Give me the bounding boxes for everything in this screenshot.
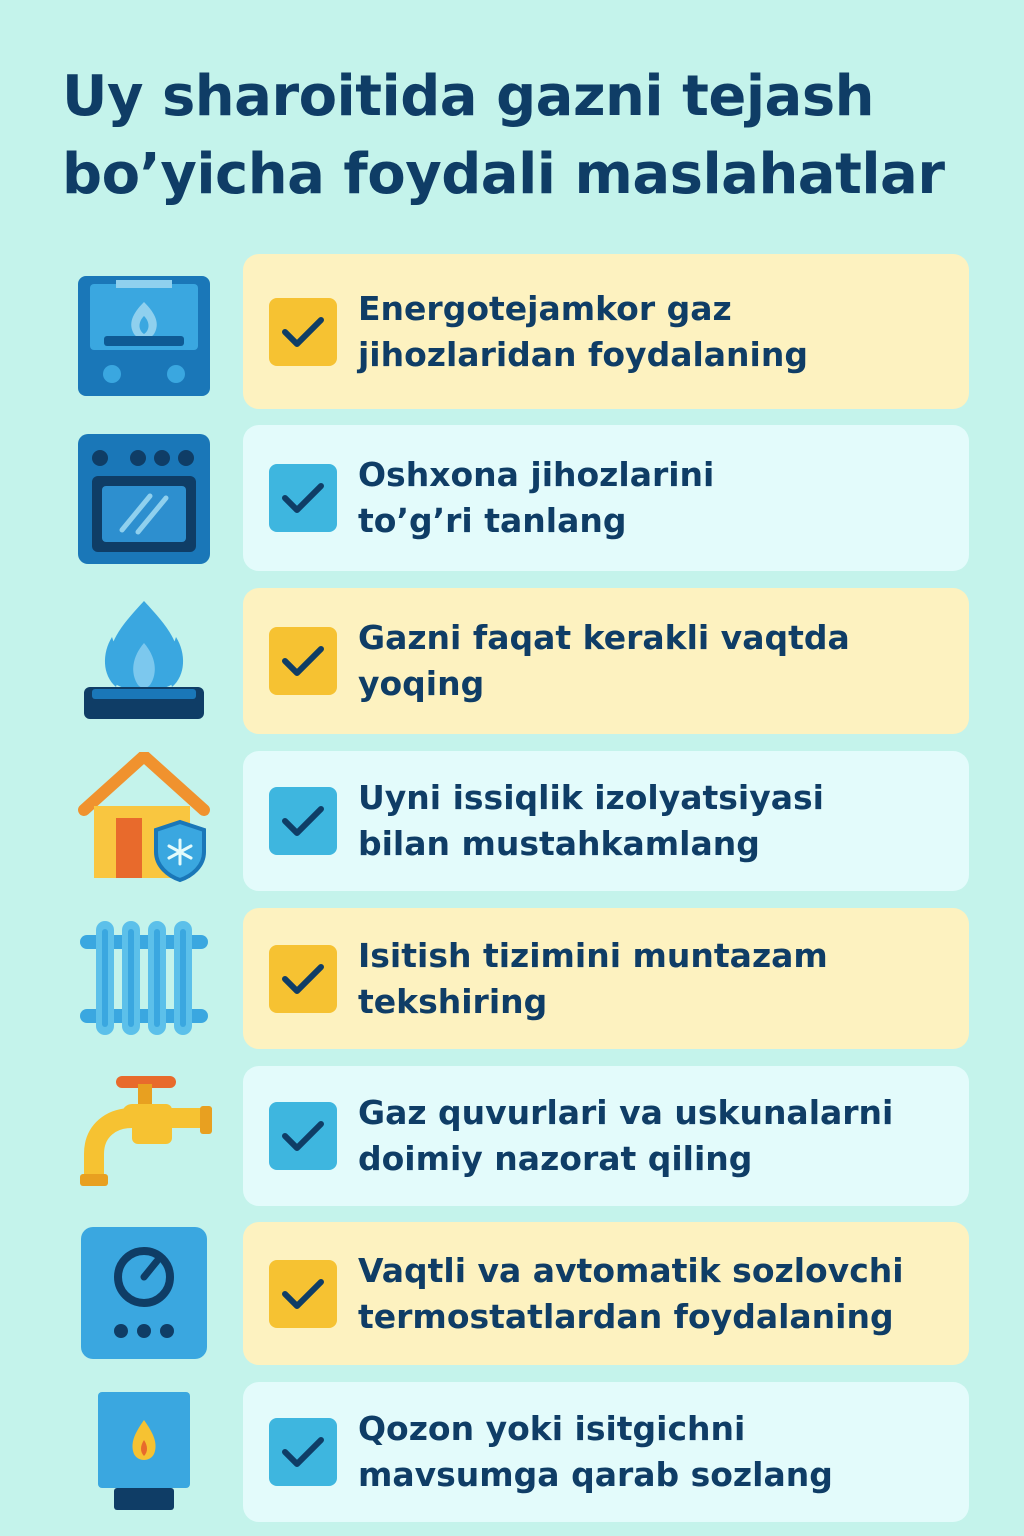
tip-row-2 — [0, 425, 1024, 571]
tip-text-line: Uyni issiqlik izolyatsiyasi — [358, 778, 824, 817]
tip-text-line: jihozlaridan foydalaning — [358, 335, 808, 374]
tip-text-8 — [358, 1406, 949, 1498]
tip-text-line: Vaqtli va avtomatik sozlovchi — [358, 1251, 904, 1290]
tip-row-1 — [0, 254, 1024, 409]
tip-text-line: to’g’ri tanlang — [358, 501, 627, 540]
thermostat-icon — [72, 1224, 216, 1362]
tip-row-4 — [0, 751, 1024, 891]
tip-text-1 — [358, 286, 949, 378]
tip-text-line: termostatlardan foydalaning — [358, 1297, 894, 1336]
checkmark-icon — [269, 1418, 337, 1486]
tip-text-6 — [358, 1090, 949, 1182]
tip-card-2 — [243, 425, 969, 571]
tip-row-8 — [0, 1382, 1024, 1522]
tip-text-line: yoqing — [358, 664, 485, 703]
gas-stove-icon — [72, 274, 216, 398]
tip-card-5 — [243, 908, 969, 1049]
tip-row-6 — [0, 1066, 1024, 1206]
page-title-line-2: bo’yicha foydali maslahatlar — [62, 142, 945, 207]
tip-card-4 — [243, 751, 969, 891]
radiator-icon — [72, 914, 216, 1042]
tip-text-line: tekshiring — [358, 982, 548, 1021]
tip-text-4 — [358, 775, 949, 867]
checkmark-icon — [269, 464, 337, 532]
gas-valve-pipe-icon — [72, 1070, 216, 1190]
tip-row-3 — [0, 588, 1024, 734]
tip-text-line: Isitish tizimini muntazam — [358, 936, 828, 975]
checkmark-icon — [269, 1102, 337, 1170]
tip-text-5 — [358, 933, 949, 1025]
tip-row-5 — [0, 908, 1024, 1049]
tip-card-6 — [243, 1066, 969, 1206]
page-title — [62, 58, 1002, 214]
checkmark-icon — [269, 627, 337, 695]
tip-text-7 — [358, 1248, 949, 1340]
insulated-house-icon — [72, 751, 216, 885]
checkmark-icon — [269, 1260, 337, 1328]
tip-text-line: Qozon yoki isitgichni — [358, 1409, 746, 1448]
tip-card-7 — [243, 1222, 969, 1365]
tip-text-3 — [358, 615, 949, 707]
gas-flame-icon — [72, 596, 216, 726]
tip-card-3 — [243, 588, 969, 734]
tip-text-line: Gaz quvurlari va uskunalarni — [358, 1093, 894, 1132]
tip-text-line: bilan mustahkamlang — [358, 824, 760, 863]
tip-text-line: Gazni faqat kerakli vaqtda — [358, 618, 850, 657]
tip-row-7 — [0, 1222, 1024, 1365]
tip-card-8 — [243, 1382, 969, 1522]
tip-text-line: Oshxona jihozlarini — [358, 455, 715, 494]
checkmark-icon — [269, 787, 337, 855]
tip-text-line: Energotejamkor gaz — [358, 289, 732, 328]
boiler-icon — [72, 1388, 216, 1514]
tip-text-2 — [358, 452, 949, 544]
tip-card-1 — [243, 254, 969, 409]
checkmark-icon — [269, 298, 337, 366]
page-title-line-1: Uy sharoitida gazni tejash — [62, 64, 875, 129]
tip-text-line: doimiy nazorat qiling — [358, 1139, 753, 1178]
tip-text-line: mavsumga qarab sozlang — [358, 1455, 833, 1494]
oven-icon — [72, 431, 216, 567]
checkmark-icon — [269, 945, 337, 1013]
